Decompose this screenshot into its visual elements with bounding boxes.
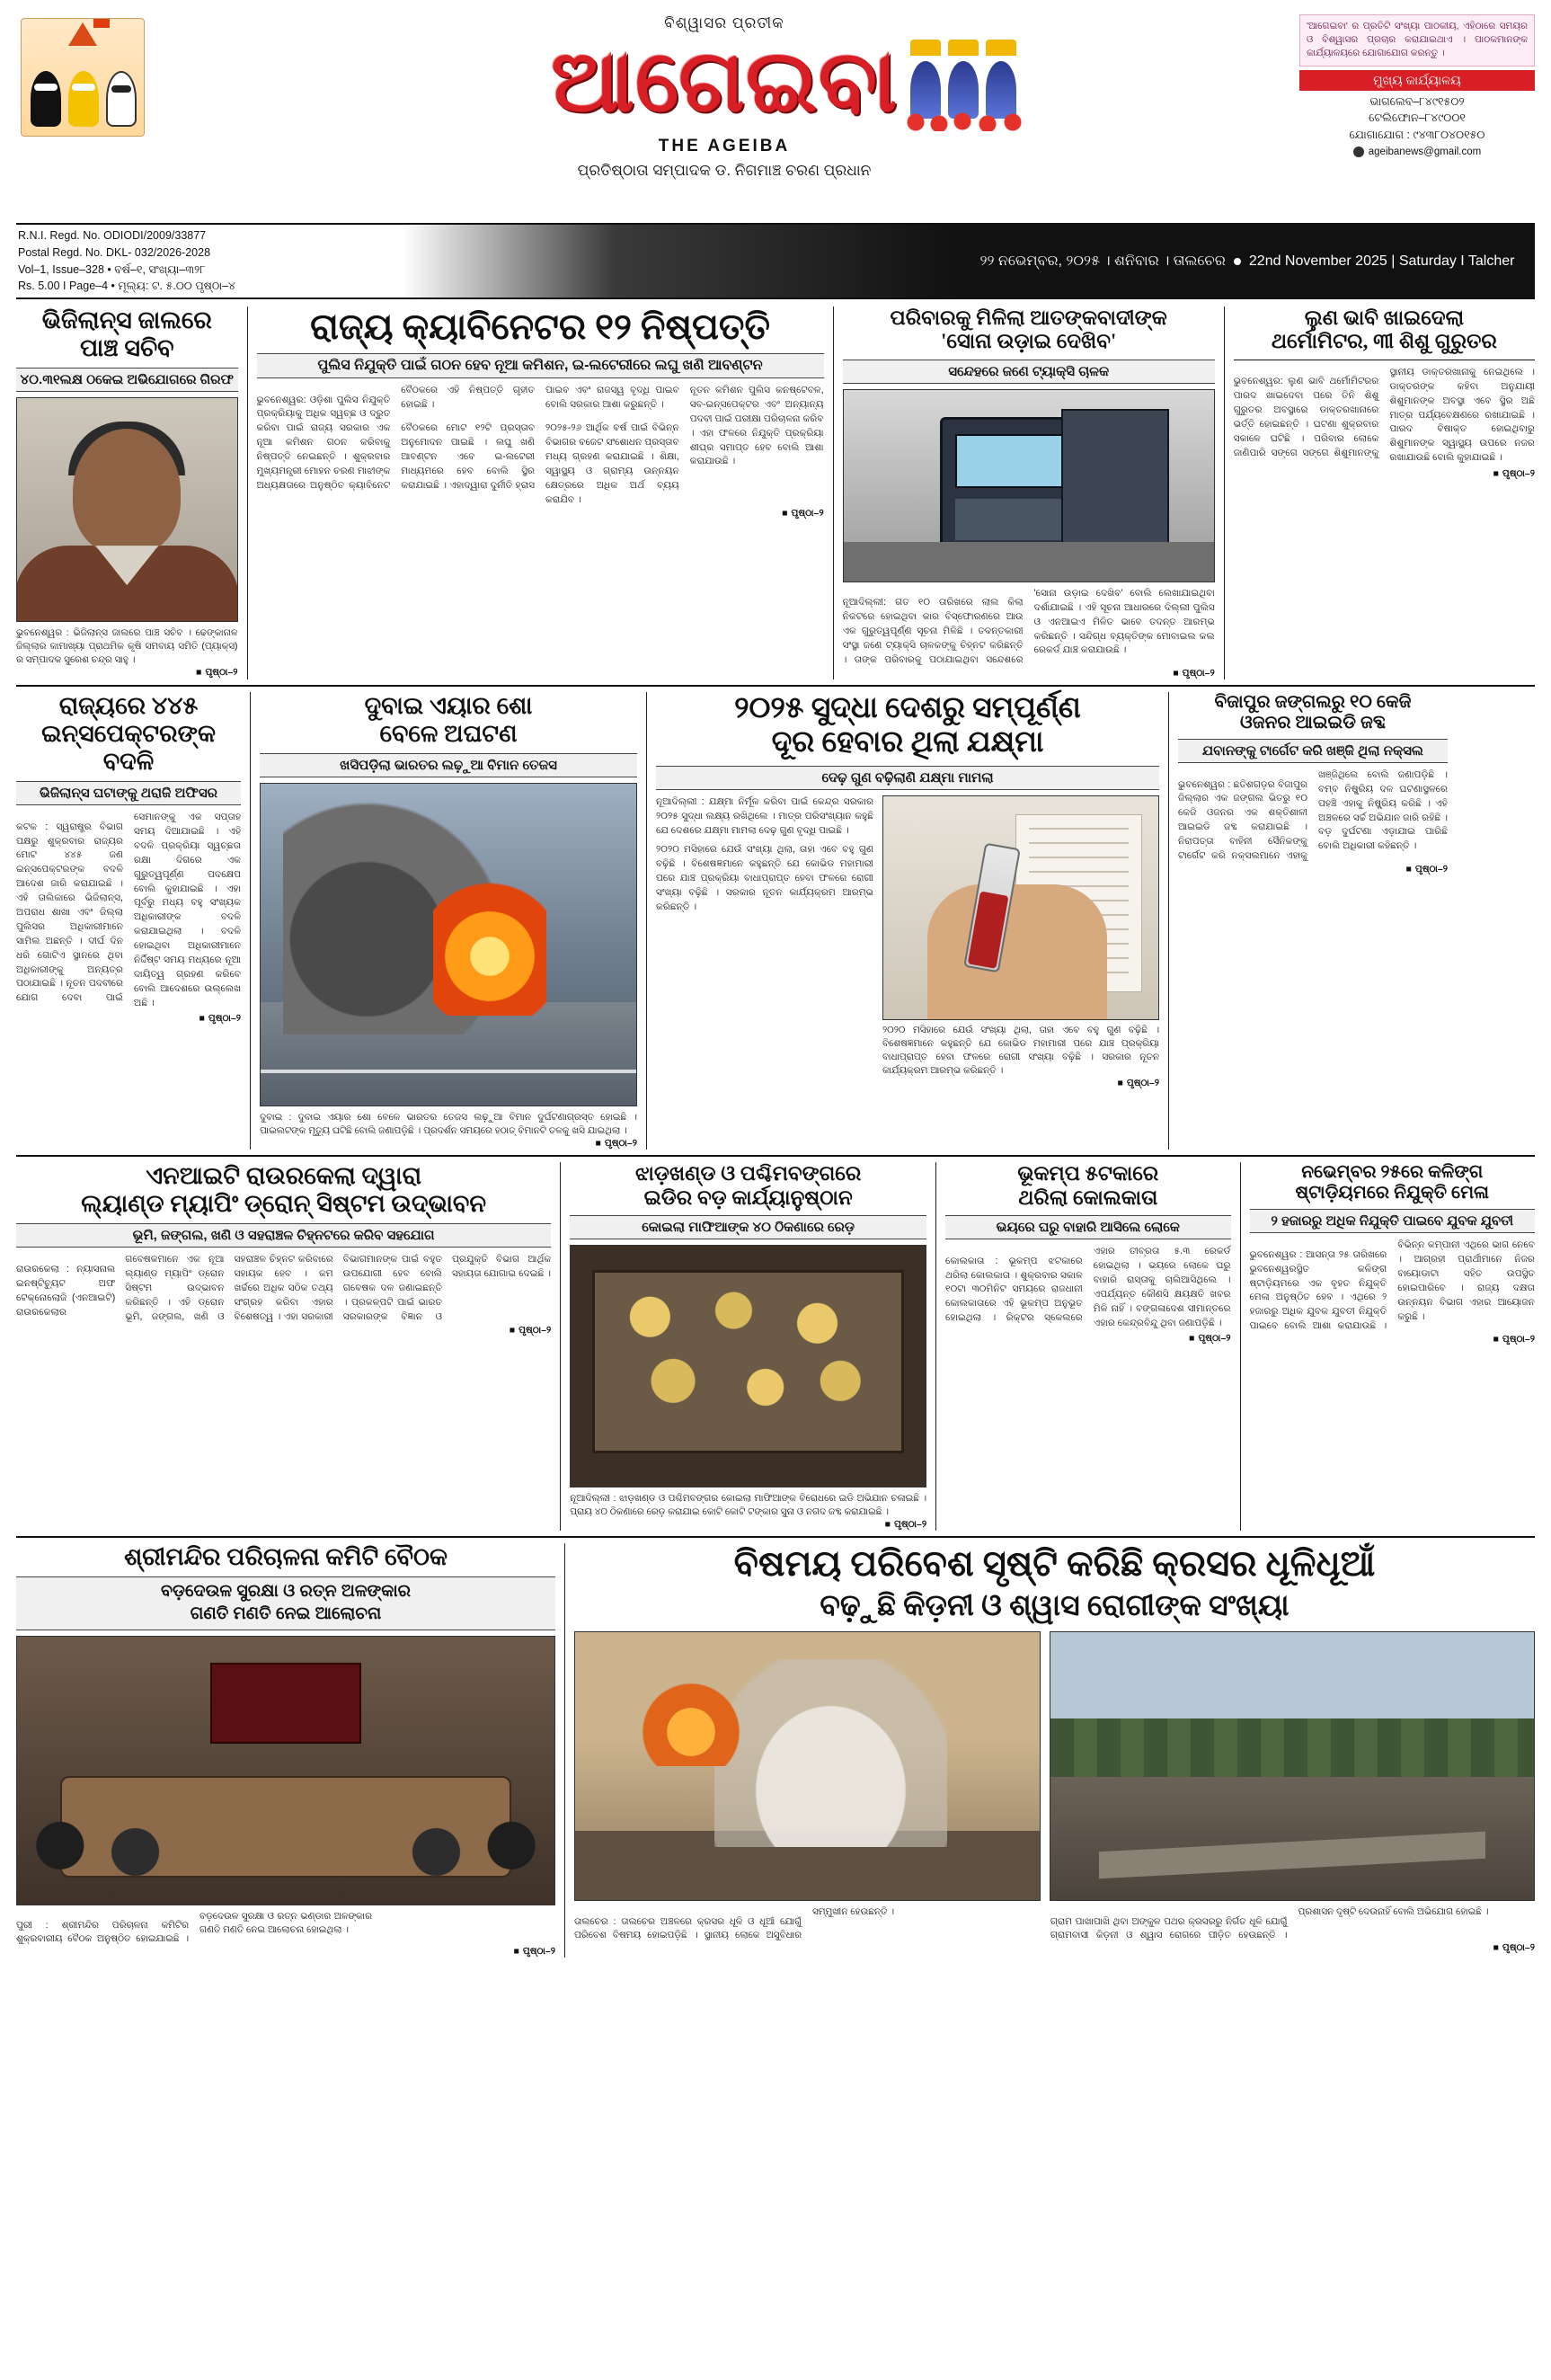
story-ed-headline-line1: ଝାଡ଼ଖଣ୍ଡ ଓ ପଶ୍ଚିମବଙ୍ଗରେ xyxy=(635,1162,862,1186)
story-ed-subhead: କୋଇଲା ମାଫିଆଙ୍କ ୪୦ ଠିକଣାରେ ରେଡ଼ xyxy=(570,1215,926,1239)
phone-3: ଯୋଗାଯୋଗ : ୯୪୩୮୦୪୦୧୫୦ xyxy=(1349,129,1485,142)
story-job-fair-body xyxy=(1250,1239,1535,1334)
story-airshow[interactable]: ଦୁବାଇ ଏୟାର ଶୋ ବେଳେ ଅଘଟଣ ଖସିପଡ଼ିଲା ଭାରତର ଲଢ଼ୁଆ ବିମାନ ତେଜସ ଦୁବାଇ : ଦୁବାଇ ଏୟାର ଶୋ ବେଳେ ଭାରତର ତେଜସ ଲଢ଼ୁଆ ବିମାନ ଦୁର୍ଘଟଣାଗ୍ରସ୍ତ ହୋଇଛି । ପାଇଲଟଙ୍କ ମୃତ୍ୟୁ ଘଟିଛି ବୋଲି ଜଣାପଡ଼ିଛି । ପ୍ରଦର୍ଶନ ସମୟରେ ହଠାତ୍ ବିମାନଟି ତଳକୁ ଖସି ଯାଇଥିଲା । ■ ପୃଷ୍ଠା–୨ xyxy=(260,691,637,1150)
story-job-fair-para: ଭୁବନେଶ୍ୱର : ଆସନ୍ତା ୨୫ ତାରିଖରେ ଭୁବନେଶ୍ୱରସ୍ଥିତ କଳିଙ୍ଗ ଷ୍ଟାଡ଼ିୟମରେ ଏକ ବୃହତ ନିଯୁକ୍ତି ମେଳା ଅନୁଷ୍ଠିତ ହେବ । ଏଥିରେ ୨ ହଜାରରୁ ଅଧିକ ଯୁବକ ଯୁବତୀ ନିଯୁକ୍ତି ପାଇବେ ବୋଲି ଆଶା କରାଯାଉଛି । ବିଭିନ୍ନ କମ୍ପାନୀ ଏଥିରେ ଭାଗ ନେବେ । ଆଗ୍ରହୀ ପ୍ରାର୍ଥୀମାନେ ନିଜର ବାୟୋଡାଟା ସହିତ ଉପସ୍ଥିତ ହୋଇପାରିବେ । ରାଜ୍ୟ ଦକ୍ଷତା ଉନ୍ନୟନ ବିଭାଗ ଏହାର ଆୟୋଜନ କରୁଛି । xyxy=(1249,1239,1535,1332)
story-ied-subhead: ଯବାନଙ୍କୁ ଟାର୍ଗେଟ କରି ଖଞ୍ଜି ଥିଲା ନକ୍ସଲ xyxy=(1178,739,1448,763)
story-tb-headline-line1: ୨୦୨୫ ସୁଦ୍ଧା ଦେଶରୁ ସମ୍ପୂର୍ଣ୍ଣ xyxy=(734,691,1081,724)
story-drone-headline-line1: ଏନଆଇଟି ରାଉରକେଲା ଦ୍ୱାରା xyxy=(146,1162,422,1190)
story-ed-caption: ନୂଆଦିଲ୍ଲୀ : ଝାଡ଼ଖଣ୍ଡ ଓ ପଶ୍ଚିମବଙ୍ଗର କୋଇଲା ମାଫିଆଙ୍କ ବିରୋଧରେ ଇଡି ଅଭିଯାନ ଚଳାଇଛି । ପ୍ରାୟ ୪୦ ଠିକଣାରେ ରେଡ଼ କରାଯାଇ କୋଟି କୋଟି ଟଙ୍କାର ସୁନା ଓ ନଗଦ ଜବ୍ଦ କରାଯାଇଛି । xyxy=(570,1494,927,1518)
story-drone-page[interactable]: ପୃଷ୍ଠା–୨ xyxy=(518,1324,552,1336)
masthead xyxy=(16,13,1535,219)
story-thermometer-body xyxy=(1234,366,1535,468)
story-temple-committee[interactable]: ଶ୍ରୀମନ୍ଦିର ପରିଚାଳନା କମିଟି ବୈଠକ ବଡ଼ଦେଉଳ ସୁରକ୍ଷା ଓ ରତ୍ନ ଅଳଙ୍କାର ଗଣତି ମଣତି ନେଇ ଆଲୋଚନା ପୁରୀ : ଶ୍ରୀମନ୍ଦିର ପରିଚାଳନା କମିଟିର ଶୁକ୍ରବାରୀୟ ବୈଠକ ଅନୁଷ୍ଠିତ ହୋଇଯାଇଛି । ବଡ଼ଦେଉଳ ସୁରକ୍ଷା ଓ ରତ୍ନ ଭଣ୍ଡାର ଅଳଙ୍କାର ଗଣତି ମଣତି ନେଇ ଆଲୋଚନା ହୋଇଥିଲା । ■ ପୃଷ୍ଠା–୨ xyxy=(16,1543,555,1958)
story-airshow-headline-line2: ବେଳେ ଅଘଟଣ xyxy=(379,719,518,747)
story-terror-para: ନୂଆଦିଲ୍ଲୀ: ଗତ ୧୦ ତାରିଖରେ ଲାଲ କିଲା ନିକଟରେ ହୋଇଥିବା କାର ବିସ୍ଫୋରଣରେ ଆଉ ଏକ ଗୁରୁତ୍ୱପୂର୍ଣ୍ଣ ସୂଚନା ମିଳିଛି । ତଦନ୍ତକାରୀ ସଂସ୍ଥା ଜଣେ ଟ୍ୟାକ୍ସି ଚାଳକଙ୍କୁ ଚିହ୍ନଟ କରିଛନ୍ତି । ତାଙ୍କ ପରିବାରକୁ ପଠାଯାଇଥିବା ସନ୍ଦେଶରେ 'ସୋନା ଉଡ଼ାଇ ଦେଖିବ' ବୋଲି ଲେଖାଯାଇଥିବା ଦର୍ଶାଯାଇଛି । ଏହି ସୂଚନା ଆଧାରରେ ଦିଲ୍ଲୀ ପୁଲିସ ଓ ଏନଆଇଏ ମିଳିତ ଭାବେ ତଦନ୍ତ ଆରମ୍ଭ କରିଛନ୍ତି । ସନ୍ଦିଗ୍ଧ ବ୍ୟକ୍ତିଙ୍କ ମୋବାଇଲ କଲ ରେକର୍ଡ ଯାଞ୍ଚ କରାଯାଉଛି । xyxy=(842,587,1215,666)
head-office-label: ମୁଖ୍ୟ କାର୍ଯ୍ୟାଳୟ xyxy=(1299,70,1535,91)
story-thermometer-headline-line2: ଥର୍ମୋମିଟର, ୩ୀ ଶିଶୁ ଗୁରୁତର xyxy=(1271,330,1497,353)
story-ed-page[interactable]: ପୃଷ୍ଠା–୨ xyxy=(893,1519,927,1531)
story-vigilance-headline-line2: ପାଞ୍ଚ ସଚିବ xyxy=(79,334,174,362)
jagannath-deities-icon xyxy=(21,18,145,137)
third-news-band xyxy=(16,1162,1535,1531)
volume-issue: Vol–1, Issue–328 • ବର୍ଷ–୧, ସଂଖ୍ୟା–୩୨୮ xyxy=(18,262,206,276)
story-terror-photo xyxy=(843,389,1215,582)
story-transfers-page[interactable]: ପୃଷ୍ଠା–୨ xyxy=(208,1013,241,1025)
story-job-fair-page[interactable]: ପୃଷ୍ଠା–୨ xyxy=(1502,1334,1535,1345)
story-cabinet-para-3: ୨୦୨୫-୨୬ ଆର୍ଥିକ ବର୍ଷ ପାଇଁ ବିଭିନ୍ନ ବିଭାଗର ବଜେଟ ସଂଶୋଧନ ପ୍ରସ୍ତାବ ମଧ୍ୟ ଗ୍ରହଣ କରାଯାଇଛି । ଶିକ୍ଷା, ସ୍ୱାସ୍ଥ୍ୟ ଓ ଗ୍ରାମ୍ୟ ଉନ୍ନୟନ କ୍ଷେତ୍ରରେ ଅଧିକ ଅର୍ଥ ବ୍ୟୟ କରାଯିବ । xyxy=(545,422,679,505)
story-tb-para-2: ୨୦୨୦ ମସିହାରେ ଯେଉଁ ସଂଖ୍ୟା ଥିଲା, ତାହା ଏବେ ବହୁ ଗୁଣ ବଢ଼ିଛି । ବିଶେଷଜ୍ଞମାନେ କହୁଛନ୍ତି ଯେ କୋଭିଡ ମହାମାରୀ ପରେ ଯାଞ୍ଚ ପ୍ରକ୍ରିୟା ବାଧାପ୍ରାପ୍ତ ହେବା ଫଳରେ ରୋଗୀ ସଂଖ୍ୟା ବଢ଼ିଛି । ସରକାର ନୂତନ କାର୍ଯ୍ୟକ୍ରମ ଆରମ୍ଭ କରିଛନ୍ତି । xyxy=(656,844,873,913)
story-cabinet-para-1: ଭୁବନେଶ୍ୱର: ଓଡ଼ିଶା ପୁଲିସ ନିଯୁକ୍ତି ପ୍ରକ୍ରିୟାକୁ ଅଧିକ ସ୍ୱଚ୍ଛ ଓ ଦ୍ରୁତ କରିବା ପାଇଁ ରାଜ୍ୟ ସରକାର ଏକ ନୂଆ କମିଶନ ଗଠନ କରିବାକୁ ନିଷ୍ପତ୍ତି ନେଇଛନ୍ତି । ଶୁକ୍ରବାର ମୁଖ୍ୟମନ୍ତ୍ରୀ ମୋହନ ଚରଣ ମାଝୀଙ୍କ ଅଧ୍ୟକ୍ଷତାରେ ଅନୁଷ୍ଠିତ କ୍ୟାବିନେଟ ବୈଠକରେ ଏହି ନିଷ୍ପତ୍ତି ଗୃହୀତ ହୋଇଛି । xyxy=(256,385,536,491)
story-temple-caption xyxy=(16,1910,555,1947)
newspaper-title: ଆଗେଇବା xyxy=(551,33,898,129)
story-vigilance-subhead: ୪୦.୩୧ଲକ୍ଷ ଠକେଇ ଅଭିଯୋଗରେ ଗିରଫ xyxy=(16,368,238,392)
story-thermometer-headline-line1: ଲୁଣ ଭାବି ଖାଇଦେଲା xyxy=(1304,306,1464,329)
story-transfers-body xyxy=(16,811,241,1013)
story-airshow-headline-line1: ଦୁବାଇ ଏୟାର ଶୋ xyxy=(364,691,533,719)
story-tb-caption: ୨୦୨୦ ମସିହାରେ ଯେଉଁ ସଂଖ୍ୟା ଥିଲା, ତାହା ଏବେ ବହୁ ଗୁଣ ବଢ଼ିଛି । ବିଶେଷଜ୍ଞମାନେ କହୁଛନ୍ତି ଯେ କୋଭିଡ ମହାମାରୀ ପରେ ଯାଞ୍ଚ ପ୍ରକ୍ରିୟା ବାଧାପ୍ରାପ୍ତ ହେବା ଫଳରେ ରୋଗୀ ସଂଖ୍ୟା ବଢ଼ିଛି । ସରକାର ନୂତନ କାର୍ଯ୍ୟକ୍ରମ ଆରମ୍ଭ କରିଛନ୍ତି । xyxy=(882,1025,1159,1077)
story-drone-body xyxy=(16,1253,551,1324)
story-crusher-headline: ବିଷମୟ ପରିବେଶ ସୃଷ୍ଟି କରିଛି କ୍ରସର ଧୂଳିଧୂଆଁ xyxy=(733,1543,1376,1585)
story-temple-page[interactable]: ପୃଷ୍ଠା–୨ xyxy=(522,1946,555,1958)
story-tb-headline-line2: ଦୂର ହେବାର ଥିଲା ଯକ୍ଷ୍ମା xyxy=(771,725,1044,759)
story-vigilance-photo xyxy=(16,397,238,622)
story-earthquake-page[interactable]: ପୃଷ୍ଠା–୨ xyxy=(1198,1333,1231,1345)
story-ed-raid[interactable]: ଝାଡ଼ଖଣ୍ଡ ଓ ପଶ୍ଚିମବଙ୍ଗରେ ଇଡିର ବଡ଼ କାର୍ଯ୍ୟାନୁଷ୍ଠାନ କୋଇଲା ମାଫିଆଙ୍କ ୪୦ ଠିକଣାରେ ରେଡ଼ ନୂଆଦିଲ୍ଲୀ : ଝାଡ଼ଖଣ୍ଡ ଓ ପଶ୍ଚିମବଙ୍ଗର କୋଇଲା ମାଫିଆଙ୍କ ବିରୋଧରେ ଇଡି ଅଭିଯାନ ଚଳାଇଛି । ପ୍ରାୟ ୪୦ ଠିକଣାରେ ରେଡ଼ କରାଯାଇ କୋଟି କୋଟି ଟଙ୍କାର ସୁନା ଓ ନଗଦ ଜବ୍ଦ କରାଯାଇଛି । ■ ପୃଷ୍ଠା–୨ xyxy=(570,1162,927,1531)
story-earthquake-subhead: ଭୟରେ ଘରୁ ବାହାରି ଆସିଲେ ଲୋକେ xyxy=(945,1215,1230,1239)
story-ied[interactable]: ବିଜାପୁର ଜଙ୍ଗଲରୁ ୧୦ କେଜି ଓଜନର ଆଇଇଡି ଜବ୍ଦ ଯବାନଙ୍କୁ ଟାର୍ଗେଟ କରି ଖଞ୍ଜି ଥିଲା ନକ୍ସଲ ଭୁବନେଶ୍ୱର : ଛତିଶଗଡ଼ର ବିଜାପୁର ଜିଲ୍ଲାର ଏକ ଜଙ୍ଗଲ ଭିତରୁ ୧୦ କେଜି ଓଜନର ଏକ ଶକ୍ତିଶାଳୀ ଆଇଇଡି ଜବ୍ଦ କରାଯାଇଛି । ନିରାପତ୍ତା ବାହିନୀ ସୈନିକଙ୍କୁ ଟାର୍ଗେଟ କରି ନକ୍ସଲମାନେ ଏହାକୁ ଖଞ୍ଜିଥିଲେ ବୋଲି ଜଣାପଡ଼ିଛି । ବମ୍ବ ନିଷ୍କ୍ରିୟ ଦଳ ଘଟଣାସ୍ଥଳରେ ପହଞ୍ଚି ଏହାକୁ ନିଷ୍କ୍ରିୟ କରିଛି । ଏହି ଅଞ୍ଚଳରେ ସର୍ଚ୍ଚ ଅଭିଯାନ ଜାରି ରହିଛି । ବଡ଼ ଦୁର୍ଘଟଣା ଏଡ଼ାଯାଇ ପାରିଛି ବୋଲି ଅଧିକାରୀ କହିଛନ୍ତି । ■ ପୃଷ୍ଠା–୨ xyxy=(1178,691,1448,875)
story-cabinet-headline: ରାଜ୍ୟ କ୍ୟାବିନେଟର ୧୨ ନିଷ୍ପତ୍ତି xyxy=(310,306,770,347)
story-thermometer-page[interactable]: ପୃଷ୍ଠା–୨ xyxy=(1502,467,1535,479)
story-vigilance-headline-line1: ଭିଜିଲାନ୍ସ ଜାଲରେ xyxy=(41,306,212,333)
story-ied-page[interactable]: ପୃଷ୍ଠା–୨ xyxy=(1414,863,1448,875)
story-earthquake-body xyxy=(945,1245,1230,1333)
story-transfers-headline-line2: ଇନ୍ସପେକ୍ଟରଙ୍କ ବଦଳି xyxy=(41,719,216,776)
story-airshow-caption: ଦୁବାଇ : ଦୁବାଇ ଏୟାର ଶୋ ବେଳେ ଭାରତର ତେଜସ ଲଢ଼ୁଆ ବିମାନ ଦୁର୍ଘଟଣାଗ୍ରସ୍ତ ହୋଇଛି । ପାଇଲଟଙ୍କ ମୃତ୍ୟୁ ଘଟିଛି ବୋଲି ଜଣାପଡ଼ିଛି । ପ୍ରଦର୍ଶନ ସମୟରେ ହଠାତ୍ ବିମାନଟି ତଳକୁ ଖସି ଯାଇଥିଲା । xyxy=(260,1113,637,1137)
story-crusher-dust[interactable]: ବିଷମୟ ପରିବେଶ ସୃଷ୍ଟି କରିଛି କ୍ରସର ଧୂଳିଧୂଆଁ ବଢ଼ୁଛି କିଡ଼ନୀ ଓ ଶ୍ୱାସ ରୋଗୀଙ୍କ ସଂଖ୍ୟା ତାଲଚେର : ତାଲଚେର ଅଞ୍ଚଳରେ କ୍ରସର ଧୂଳି ଓ ଧୂଆଁ ଯୋଗୁଁ ପରିବେଶ ବିଷମୟ ହୋଇପଡ଼ିଛି । ସ୍ଥାନୀୟ ଲୋକେ ଅସୁବିଧାର ସମ୍ମୁଖୀନ ହେଉଛନ୍ତି । ଗ୍ରାମ ପାଖାପାଖି ଥିବା ଅଙ୍କୁଳ ପଥର କ୍ରସରରୁ ନିର୍ଗତ ଧୂଳି ଯୋଗୁଁ ଗ୍ରାମବାସୀ କିଡ଼ନୀ ଓ ଶ୍ୱାସ ରୋଗରେ ପୀଡ଼ିତ ହେଉଛନ୍ତି । ପ୍ରଶାସନ ଦୃଷ୍ଟି ଦେଉନାହିଁ ବୋଲି ଅଭିଯୋଗ ହୋଇଛି । ■ ପୃଷ୍ଠା–୨ xyxy=(574,1543,1535,1953)
bottom-news-band xyxy=(16,1543,1535,1958)
story-drone-headline-line2: ଲ୍ୟାଣ୍ଡ ମ୍ୟାପିଂ ଡ୍ରୋନ୍ ସିଷ୍ଟମ ଉଦ୍ଭାବନ xyxy=(81,1190,486,1218)
story-airshow-page[interactable]: ପୃଷ୍ଠା–୨ xyxy=(604,1138,637,1150)
story-temple-caption-para: ପୁରୀ : ଶ୍ରୀମନ୍ଦିର ପରିଚାଳନା କମିଟିର ଶୁକ୍ରବାରୀୟ ବୈଠକ ଅନୁଷ୍ଠିତ ହୋଇଯାଇଛି । ବଡ଼ଦେଉଳ ସୁରକ୍ଷା ଓ ରତ୍ନ ଭଣ୍ଡାର ଅଳଙ୍କାର ଗଣତି ମଣତି ନେଇ ଆଲୋଚନା ହୋଇଥିଲା । xyxy=(16,1911,372,1945)
story-tb-page[interactable]: ପୃଷ୍ଠା–୨ xyxy=(1126,1078,1159,1089)
promo-text: 'ଆଗେଇବା' ର ପ୍ରତିଟି ସଂଖ୍ୟା ପାଠକୀୟ, ଏହିଠାରେ ସମୟର ଓ ବିଶ୍ୱାସର ପ୍ରଚାର କରାଯାଇଥାଏ । ପାଠକମାନଙ୍କ କାର୍ଯ୍ୟାଳୟରେ ଯୋଗାଯୋଗ କରନ୍ତୁ । xyxy=(1299,14,1535,67)
story-cabinet-subhead: ପୁଲିସ ନିଯୁକ୍ତି ପାଇଁ ଗଠନ ହେବ ନୂଆ କମିଶନ, ଇ-ଲଟେରୀରେ ଲଘୁ ଖଣି ଆବଣ୍ଟନ xyxy=(257,353,824,378)
story-terror-subhead: ସନ୍ଦେହରେ ଜଣେ ଟ୍ୟାକ୍ସି ଚାଳକ xyxy=(843,360,1215,384)
story-drone-para: ରାଉରକେଲା : ନ୍ୟାସନାଲ ଇନଷ୍ଟିଚ୍ୟୁଟ ଅଫ ଟେକ୍ନୋଲୋଜି (ଏନଆଇଟି) ରାଉରକେଲାର ଗବେଷକମାନେ ଏକ ନୂଆ ଲ୍ୟାଣ୍ଡ ମ୍ୟାପିଂ ଡ୍ରୋନ ସିଷ୍ଟମ ଉଦ୍ଭାବନ କରିଛନ୍ତି । ଏହି ଡ୍ରୋନ ଭୂମି, ଜଙ୍ଗଲ, ଖଣି ଓ ସହରାଞ୍ଚଳ ଚିହ୍ନଟ କରିବାରେ ସହାୟକ ହେବ । କମ ଖର୍ଚ୍ଚରେ ଅଧିକ ସଠିକ ତଥ୍ୟ ସଂଗ୍ରହ କରିବା ଏହାର ବିଶେଷତ୍ୱ । ଏହା ସରକାରୀ ବିଭାଗମାନଙ୍କ ପାଇଁ ବହୁତ ଉପଯୋଗୀ ହେବ ବୋଲି ଗବେଷକ ଦଳ ଜଣାଇଛନ୍ତି । ପ୍ରକଳ୍ପଟି ପାଇଁ ଭାରତ ସରକାରଙ୍କ ବିଜ୍ଞାନ ଓ ପ୍ରଯୁକ୍ତି ବିଭାଗ ଆର୍ଥିକ ସହାୟତା ଯୋଗାଇ ଦେଇଛି । xyxy=(16,1254,552,1322)
story-airshow-photo xyxy=(260,783,637,1106)
price-pages: Rs. 5.00 I Page–4 • ମୂଲ୍ୟ: ଟ. ୫.୦୦ ପୃଷ୍ଠା–୪ xyxy=(18,280,236,293)
story-ied-headline-line1: ବିଜାପୁର ଜଙ୍ଗଲରୁ ୧୦ କେଜି xyxy=(1214,691,1412,712)
story-earthquake-para: କୋଲକାତା : ଭୂକମ୍ପ ଝଟକାରେ ଥରିଲା କୋଲକାତା । ଶୁକ୍ରବାର ସକାଳ ୧୦ଟା ୩୦ମିନିଟ ସମୟରେ ରାଜଧାନୀ କୋଲକାତାରେ ଏହି ଭୂକମ୍ପ ଅନୁଭୂତ ହୋଇଥିଲା । ରିକ୍ଟର ସ୍କେଲରେ ଏହାର ତୀବ୍ରତା ୫.୩ ରେକର୍ଡ ହୋଇଥିଲା । ଭୟରେ ଲୋକେ ଘରୁ ବାହାରି ରାସ୍ତାକୁ ଚାଲିଆସିଥିଲେ । ଏପର୍ଯ୍ୟନ୍ତ କୌଣସି କ୍ଷୟକ୍ଷତି ଖବର ମିଳି ନାହିଁ । ବଙ୍ଗଳାଦେଶ ସୀମାନ୍ତରେ ଏହାର କେନ୍ଦ୍ରବିନ୍ଦୁ ଥିବା ଜଣାପଡ଼ିଛି । xyxy=(945,1246,1231,1328)
story-cabinet-page[interactable]: ପୃଷ୍ଠା–୨ xyxy=(791,507,824,519)
rni-number: R.N.I. Regd. No. ODIODI/2009/33877 xyxy=(18,229,207,242)
story-crusher-photo-right xyxy=(1050,1631,1535,1901)
story-tb-subhead: ଦେଢ଼ ଗୁଣ ବଢ଼ିଲାଣି ଯକ୍ଷ୍ମା ମାମଲା xyxy=(656,766,1159,790)
story-terror-page[interactable]: ପୃଷ୍ଠା–୨ xyxy=(1182,667,1215,679)
story-vigilance-page[interactable]: ପୃଷ୍ଠା–୨ xyxy=(205,667,238,679)
story-terror-body xyxy=(843,587,1215,668)
bullet-icon xyxy=(1234,258,1241,265)
phone-2: ଟେଲିଫୋନ–୮୪୯୦୦୧ xyxy=(1369,111,1466,125)
story-earthquake[interactable]: ଭୂକମ୍ପ ୫ଟକାରେ ଥରିଲା କୋଲକାତା ଭୟରେ ଘରୁ ବାହାରି ଆସିଲେ ଲୋକେ କୋଲକାତା : ଭୂକମ୍ପ ଝଟକାରେ ଥରିଲା କୋଲକାତା । ଶୁକ୍ରବାର ସକାଳ ୧୦ଟା ୩୦ମିନିଟ ସମୟରେ ରାଜଧାନୀ କୋଲକାତାରେ ଏହି ଭୂକମ୍ପ ଅନୁଭୂତ ହୋଇଥିଲା । ରିକ୍ଟର ସ୍କେଲରେ ଏହାର ତୀବ୍ରତା ୫.୩ ରେକର୍ଡ ହୋଇଥିଲା । ଭୟରେ ଲୋକେ ଘରୁ ବାହାରି ରାସ୍ତାକୁ ଚାଲିଆସିଥିଲେ । ଏପର୍ଯ୍ୟନ୍ତ କୌଣସି କ୍ଷୟକ୍ଷତି ଖବର ମିଳି ନାହିଁ । ବଙ୍ଗଳାଦେଶ ସୀମାନ୍ତରେ ଏହାର କେନ୍ଦ୍ରବିନ୍ଦୁ ଥିବା ଜଣାପଡ଼ିଛି । ■ ପୃଷ୍ଠା–୨ xyxy=(945,1162,1231,1345)
story-ied-para: ଭୁବନେଶ୍ୱର : ଛତିଶଗଡ଼ର ବିଜାପୁର ଜିଲ୍ଲାର ଏକ ଜଙ୍ଗଲ ଭିତରୁ ୧୦ କେଜି ଓଜନର ଏକ ଶକ୍ତିଶାଳୀ ଆଇଇଡି ଜବ୍ଦ କରାଯାଇଛି । ନିରାପତ୍ତା ବାହିନୀ ସୈନିକଙ୍କୁ ଟାର୍ଗେଟ କରି ନକ୍ସଲମାନେ ଏହାକୁ ଖଞ୍ଜିଥିଲେ ବୋଲି ଜଣାପଡ଼ିଛି । ବମ୍ବ ନିଷ୍କ୍ରିୟ ଦଳ ଘଟଣାସ୍ଥଳରେ ପହଞ୍ଚି ଏହାକୁ ନିଷ୍କ୍ରିୟ କରିଛି । ଏହି ଅଞ୍ଚଳରେ ସର୍ଚ୍ଚ ଅଭିଯାନ ଜାରି ରହିଛି । ବଡ଼ ଦୁର୍ଘଟଣା ଏଡ଼ାଯାଇ ପାରିଛି ବୋଲି ଅଧିକାରୀ କହିଛନ୍ତି । xyxy=(1178,768,1448,861)
story-transfers-para: କଟକ : ସ୍ୱରାଷ୍ଟ୍ର ବିଭାଗ ପକ୍ଷରୁ ଶୁକ୍ରବାର ରାଜ୍ୟର ମୋଟ ୪୪୫ ଜଣ ଇନ୍ସପେକ୍ଟରଙ୍କ ବଦଳି ଆଦେଶ ଜାରି କରାଯାଇଛି । ଏହି ତାଲିକାରେ ଭିଜିଲାନ୍ସ, ଅପରାଧ ଶାଖା ଏବଂ ଜିଲ୍ଲା ପୁଲିସର ଅଧିକାରୀମାନେ ସାମିଲ ଅଛନ୍ତି । ଦୀର୍ଘ ଦିନ ଧରି ଗୋଟିଏ ସ୍ଥାନରେ ଥିବା ଅଧିକାରୀଙ୍କୁ ଅନ୍ୟତ୍ର ପଠାଯାଇଛି । ନୂତନ ପଦବୀରେ ଯୋଗ ଦେବା ପାଇଁ ସେମାନଙ୍କୁ ଏକ ସପ୍ତାହ ସମୟ ଦିଆଯାଇଛି । ଏହି ବଦଳି ପ୍ରକ୍ରିୟା ସ୍ୱଚ୍ଛତା ରକ୍ଷା ଦିଗରେ ଏକ ଗୁରୁତ୍ୱପୂର୍ଣ୍ଣ ପଦକ୍ଷେପ ବୋଲି କୁହାଯାଇଛି । ଏହା ପୂର୍ବରୁ ମଧ୍ୟ ବହୁ ସଂଖ୍ୟକ ଅଧିକାରୀଙ୍କ ବଦଳି କରାଯାଇଥିଲା । ବଦଳି ହୋଇଥିବା ଅଧିକାରୀମାନେ ନିର୍ଦ୍ଦିଷ୍ଟ ସମୟ ମଧ୍ୟରେ ନୂଆ ଦାୟିତ୍ୱ ଗ୍ରହଣ କରିବେ ବୋଲି ଆଦେଶରେ ଉଲ୍ଲେଖ ଅଛି । xyxy=(16,812,241,1008)
newspaper-title-english: THE AGEIBA xyxy=(658,137,791,155)
email-address[interactable]: ageibanews@gmail.com xyxy=(1368,146,1482,157)
top-news-band xyxy=(16,306,1535,679)
story-job-fair-headline-line1: ନଭେମ୍ବର ୨୫ରେ କଳିଙ୍ଗ xyxy=(1301,1162,1484,1183)
story-transfers-subhead: ଭିଜିଲାନ୍ସ ଘଟାଙ୍କୁ ଥରାଜି ଅଫିସର xyxy=(16,781,241,805)
masthead-left-art xyxy=(16,13,149,137)
story-drone-subhead: ଭୂମି, ଜଙ୍ଗଲ, ଖଣି ଓ ସହରାଞ୍ଚଳ ଚିହ୍ନଟରେ କରିବ ସହଯୋଗ xyxy=(16,1223,551,1248)
story-cabinet-para-2: ବୈଠକରେ ମୋଟ ୧୨ଟି ପ୍ରସ୍ତାବ ଅନୁମୋଦନ ପାଇଛି । ଲଘୁ ଖଣି ଆବଣ୍ଟନ ଏବେ ଇ-ଲଟେରୀ ମାଧ୍ୟମରେ ହେବ ବୋଲି ସ୍ଥିର କରାଯାଇଛି । ଏହାଦ୍ୱାରା ଦୁର୍ନୀତି ହ୍ରାସ ପାଇବ ଏବଂ ରାଜସ୍ୱ ବୃଦ୍ଧି ପାଇବ ବୋଲି ସରକାର ଆଶା କରୁଛନ୍ତି । xyxy=(401,385,679,491)
strip-gradient xyxy=(403,225,960,298)
story-crusher-caption-2: ଗ୍ରାମ ପାଖାପାଖି ଥିବା ଅଙ୍କୁଳ ପଥର କ୍ରସରରୁ ନିର୍ଗତ ଧୂଳି ଯୋଗୁଁ ଗ୍ରାମବାସୀ କିଡ଼ନୀ ଓ ଶ୍ୱାସ ରୋଗରେ ପୀଡ଼ିତ ହେଉଛନ୍ତି । ପ୍ରଶାସନ ଦୃଷ୍ଟି ଦେଉନାହିଁ ବୋଲି ଅଭିଯୋଗ ହୋଇଛି । xyxy=(1050,1907,1489,1940)
date-english: 22nd November 2025 | Saturday I Talcher xyxy=(1248,253,1515,269)
second-news-band xyxy=(16,692,1535,1150)
postal-regd: Postal Regd. No. DKL- 032/2026-2028 xyxy=(18,245,211,259)
phone-1: ଭାଗଲେବ–୮୪୯୧୫୦୨ xyxy=(1369,94,1465,108)
story-transfers-headline-line1: ରାଜ୍ୟରେ ୪୪୫ xyxy=(58,691,199,719)
story-drone[interactable]: ଏନଆଇଟି ରାଉରକେଲା ଦ୍ୱାରା ଲ୍ୟାଣ୍ଡ ମ୍ୟାପିଂ ଡ୍ରୋନ୍ ସିଷ୍ଟମ ଉଦ୍ଭାବନ ଭୂମି, ଜଙ୍ଗଲ, ଖଣି ଓ ସହରାଞ୍ଚଳ ଚିହ୍ନଟରେ କରିବ ସହଯୋଗ ରାଉରକେଲା : ନ୍ୟାସନାଲ ଇନଷ୍ଟିଚ୍ୟୁଟ ଅଫ ଟେକ୍ନୋଲୋଜି (ଏନଆଇଟି) ରାଉରକେଲାର ଗବେଷକମାନେ ଏକ ନୂଆ ଲ୍ୟାଣ୍ଡ ମ୍ୟାପିଂ ଡ୍ରୋନ ସିଷ୍ଟମ ଉଦ୍ଭାବନ କରିଛନ୍ତି । ଏହି ଡ୍ରୋନ ଭୂମି, ଜଙ୍ଗଲ, ଖଣି ଓ ସହରାଞ୍ଚଳ ଚିହ୍ନଟ କରିବାରେ ସହାୟକ ହେବ । କମ ଖର୍ଚ୍ଚରେ ଅଧିକ ସଠିକ ତଥ୍ୟ ସଂଗ୍ରହ କରିବା ଏହାର ବିଶେଷତ୍ୱ । ଏହା ସରକାରୀ ବିଭାଗମାନଙ୍କ ପାଇଁ ବହୁତ ଉପଯୋଗୀ ହେବ ବୋଲି ଗବେଷକ ଦଳ ଜଣାଇଛନ୍ତି । ପ୍ରକଳ୍ପଟି ପାଇଁ ଭାରତ ସରକାରଙ୍କ ବିଜ୍ଞାନ ଓ ପ୍ରଯୁକ୍ତି ବିଭାଗ ଆର୍ଥିକ ସହାୟତା ଯୋଗାଇ ଦେଇଛି । ■ ପୃଷ୍ଠା–୨ xyxy=(16,1162,552,1336)
right-decor-deities-icon xyxy=(905,32,1040,131)
story-tb-photo xyxy=(882,795,1159,1020)
story-temple-subhead-line1: ବଡ଼ଦେଉଳ ସୁରକ୍ଷା ଓ ରତ୍ନ ଅଳଙ୍କାର xyxy=(160,1582,412,1602)
story-temple-headline: ଶ୍ରୀମନ୍ଦିର ପରିଚାଳନା କମିଟି ବୈଠକ xyxy=(124,1543,448,1571)
masthead-top-script: ବିଶ୍ୱାସର ପ୍ରତୀକ xyxy=(664,14,784,31)
info-strip xyxy=(16,223,1535,299)
story-job-fair[interactable]: ନଭେମ୍ବର ୨୫ରେ କଳିଙ୍ଗ ଷ୍ଟାଡ଼ିୟମରେ ନିଯୁକ୍ତି ମେଳା ୨ ହଜାରରୁ ଅଧିକ ନିଯୁକ୍ତି ପାଇବେ ଯୁବକ ଯୁବତୀ ଭୁବନେଶ୍ୱର : ଆସନ୍ତା ୨୫ ତାରିଖରେ ଭୁବନେଶ୍ୱରସ୍ଥିତ କଳିଙ୍ଗ ଷ୍ଟାଡ଼ିୟମରେ ଏକ ବୃହତ ନିଯୁକ୍ତି ମେଳା ଅନୁଷ୍ଠିତ ହେବ । ଏଥିରେ ୨ ହଜାରରୁ ଅଧିକ ଯୁବକ ଯୁବତୀ ନିଯୁକ୍ତି ପାଇବେ ବୋଲି ଆଶା କରାଯାଉଛି । ବିଭିନ୍ନ କମ୍ପାନୀ ଏଥିରେ ଭାଗ ନେବେ । ଆଗ୍ରହୀ ପ୍ରାର୍ଥୀମାନେ ନିଜର ବାୟୋଡାଟା ସହିତ ଉପସ୍ଥିତ ହୋଇପାରିବେ । ରାଜ୍ୟ ଦକ୍ଷତା ଉନ୍ନୟନ ବିଭାଗ ଏହାର ଆୟୋଜନ କରୁଛି । ■ ପୃଷ୍ଠା–୨ xyxy=(1249,1162,1535,1345)
story-airshow-subhead: ଖସିପଡ଼ିଲା ଭାରତର ଲଢ଼ୁଆ ବିମାନ ତେଜସ xyxy=(260,753,637,777)
story-earthquake-headline-line2: ଥରିଲା କୋଲକାତା xyxy=(1018,1186,1158,1209)
story-ed-photo xyxy=(570,1245,926,1488)
story-earthquake-headline-line1: ଭୂକମ୍ପ ୫ଟକାରେ xyxy=(1017,1162,1159,1186)
story-terror-headline-line1: ପରିବାରକୁ ମିଳିଲା ଆତଙ୍କବାଦୀଙ୍କ xyxy=(890,306,1167,329)
founder-editor-line: ପ୍ରତିଷ୍ଠାତା ସମ୍ପାଦକ ଡ. ନିଗମାଞ୍ଚ ଚରଣ ପ୍ରଧାନ xyxy=(577,162,872,179)
story-job-fair-headline-line2: ଷ୍ଟାଡ଼ିୟମରେ ନିଯୁକ୍ତି ମେଳା xyxy=(1295,1183,1490,1203)
masthead-right-box xyxy=(1299,13,1535,157)
story-crusher-page[interactable]: ପୃଷ୍ଠା–୨ xyxy=(1502,1941,1535,1953)
story-temple-subhead-line2: ଗଣତି ମଣତି ନେଇ ଆଲୋଚନା xyxy=(190,1603,382,1623)
story-ed-headline-line2: ଇଡିର ବଡ଼ କାର୍ଯ୍ୟାନୁଷ୍ଠାନ xyxy=(643,1186,853,1209)
story-cabinet-body xyxy=(257,384,824,508)
story-crusher-photo-left xyxy=(574,1631,1041,1901)
story-tb[interactable]: ୨୦୨୫ ସୁଦ୍ଧା ଦେଶରୁ ସମ୍ପୂର୍ଣ୍ଣ ଦୂର ହେବାର ଥିଲା ଯକ୍ଷ୍ମା ଦେଢ଼ ଗୁଣ ବଢ଼ିଲାଣି ଯକ୍ଷ୍ମା ମାମଲା ନୂଆଦିଲ୍ଲୀ : ଯକ୍ଷ୍ମା ନିର୍ମୂଳ କରିବା ପାଇଁ କେନ୍ଦ୍ର ସରକାର ୨୦୨୫ ସୁଦ୍ଧା ଲକ୍ଷ୍ୟ ରଖିଥିଲେ । ମାତ୍ର ପରିସଂଖ୍ୟାନ କହୁଛି ଯେ ଦେଶରେ ଯକ୍ଷ୍ମା ମାମଲା ଦେଢ଼ ଗୁଣ ବୃଦ୍ଧି ପାଇଛି । ୨୦୨୦ ମସିହାରେ ଯେଉଁ ସଂଖ୍ୟା ଥିଲା, ତାହା ଏବେ ବହୁ ଗୁଣ ବଢ଼ିଛି । ବିଶେଷଜ୍ଞମାନେ କହୁଛନ୍ତି ଯେ କୋଭିଡ ମହାମାରୀ ପରେ ଯାଞ୍ଚ ପ୍ରକ୍ରିୟା ବାଧାପ୍ରାପ୍ତ ହେବା ଫଳରେ ରୋଗୀ ସଂଖ୍ୟା ବଢ଼ିଛି । ସରକାର ନୂତନ କାର୍ଯ୍ୟକ୍ରମ ଆରମ୍ଭ କରିଛନ୍ତି । ୨୦୨୦ ମସିହାରେ ଯେଉଁ ସଂଖ୍ୟା ଥିଲା, ତାହା ଏବେ ବହୁ ଗୁଣ ବଢ଼ିଛି । ବିଶେଷଜ୍ଞମାନେ କହୁଛନ୍ତି ଯେ କୋଭିଡ ମହାମାରୀ ପରେ ଯାଞ୍ଚ ପ୍ରକ୍ରିୟା ବାଧାପ୍ରାପ୍ତ ହେବା ଫଳରେ ରୋଗୀ ସଂଖ୍ୟା ବଢ଼ିଛି । ସରକାର ନୂତନ କାର୍ଯ୍ୟକ୍ରମ ଆରମ୍ଭ କରିଛନ୍ତି । ■ ପୃଷ୍ଠା–୨ xyxy=(656,691,1159,1089)
story-ied-body xyxy=(1178,768,1448,864)
story-cabinet[interactable]: ରାଜ୍ୟ କ୍ୟାବିନେଟର ୧୨ ନିଷ୍ପତ୍ତି ପୁଲିସ ନିଯୁକ୍ତି ପାଇଁ ଗଠନ ହେବ ନୂଆ କମିଶନ, ଇ-ଲଟେରୀରେ ଲଘୁ ଖଣି ଆବଣ୍ଟନ ଭୁବନେଶ୍ୱର: ଓଡ଼ିଶା ପୁଲିସ ନିଯୁକ୍ତି ପ୍ରକ୍ରିୟାକୁ ଅଧିକ ସ୍ୱଚ୍ଛ ଓ ଦ୍ରୁତ କରିବା ପାଇଁ ରାଜ୍ୟ ସରକାର ଏକ ନୂଆ କମିଶନ ଗଠନ କରିବାକୁ ନିଷ୍ପତ୍ତି ନେଇଛନ୍ତି । ଶୁକ୍ରବାର ମୁଖ୍ୟମନ୍ତ୍ରୀ ମୋହନ ଚରଣ ମାଝୀଙ୍କ ଅଧ୍ୟକ୍ଷତାରେ ଅନୁଷ୍ଠିତ କ୍ୟାବିନେଟ ବୈଠକରେ ଏହି ନିଷ୍ପତ୍ତି ଗୃହୀତ ହୋଇଛି । ବୈଠକରେ ମୋଟ ୧୨ଟି ପ୍ରସ୍ତାବ ଅନୁମୋଦନ ପାଇଛି । ଲଘୁ ଖଣି ଆବଣ୍ଟନ ଏବେ ଇ-ଲଟେରୀ ମାଧ୍ୟମରେ ହେବ ବୋଲି ସ୍ଥିର କରାଯାଇଛି । ଏହାଦ୍ୱାରା ଦୁର୍ନୀତି ହ୍ରାସ ପାଇବ ଏବଂ ରାଜସ୍ୱ ବୃଦ୍ଧି ପାଇବ ବୋଲି ସରକାର ଆଶା କରୁଛନ୍ତି । ୨୦୨୫-୨୬ ଆର୍ଥିକ ବର୍ଷ ପାଇଁ ବିଭିନ୍ନ ବିଭାଗର ବଜେଟ ସଂଶୋଧନ ପ୍ରସ୍ତାବ ମଧ୍ୟ ଗ୍ରହଣ କରାଯାଇଛି । ଶିକ୍ଷା, ସ୍ୱାସ୍ଥ୍ୟ ଓ ଗ୍ରାମ୍ୟ ଉନ୍ନୟନ କ୍ଷେତ୍ରରେ ଅଧିକ ଅର୍ଥ ବ୍ୟୟ କରାଯିବ । ନୂତନ କମିଶନ ପୁଲିସ କନଷ୍ଟେବଳ, ସବ-ଇନ୍ସପେକ୍ଟର ଏବଂ ଅନ୍ୟାନ୍ୟ ପଦବୀ ପାଇଁ ପରୀକ୍ଷା ପରିଚାଳନା କରିବ । ଏହା ଫଳରେ ନିଯୁକ୍ତି ପ୍ରକ୍ରିୟା ଶୀଘ୍ର ସମାପ୍ତ ହେବ ବୋଲି ଆଶା କରାଯାଉଛି । ■ ପୃଷ୍ଠା–୨ xyxy=(256,306,824,519)
story-terror-headline-line2: 'ସୋନା ଉଡ଼ାଇ ଦେଖିବ' xyxy=(940,330,1117,353)
story-ied-headline-line2: ଓଜନର ଆଇଇଡି ଜବ୍ଦ xyxy=(1240,712,1386,733)
story-crusher-caption-1: ତାଲଚେର : ତାଲଚେର ଅଞ୍ଚଳରେ କ୍ରସର ଧୂଳି ଓ ଧୂଆଁ ଯୋଗୁଁ ପରିବେଶ ବିଷମୟ ହୋଇପଡ଼ିଛି । ସ୍ଥାନୀୟ ଲୋକେ ଅସୁବିଧାର ସମ୍ମୁଖୀନ ହେଉଛନ୍ତି । xyxy=(574,1907,894,1940)
story-cabinet-para-4: ନୂତନ କମିଶନ ପୁଲିସ କନଷ୍ଟେବଳ, ସବ-ଇନ୍ସପେକ୍ଟର ଏବଂ ଅନ୍ୟାନ୍ୟ ପଦବୀ ପାଇଁ ପରୀକ୍ଷା ପରିଚାଳନା କରିବ । ଏହା ଫଳରେ ନିଯୁକ୍ତି ପ୍ରକ୍ରିୟା ଶୀଘ୍ର ସମାପ୍ତ ହେବ ବୋଲି ଆଶା କରାଯାଉଛି । xyxy=(689,385,824,467)
mail-icon xyxy=(1353,147,1364,157)
story-thermometer[interactable]: ଲୁଣ ଭାବି ଖାଇଦେଲା ଥର୍ମୋମିଟର, ୩ୀ ଶିଶୁ ଗୁରୁତର ଭୁବନେଶ୍ୱର: ଲୁଣ ଭାବି ଥର୍ମୋମିଟରର ପାରଦ ଖାଇଦେବା ପରେ ତିନି ଶିଶୁ ଗୁରୁତର ଅବସ୍ଥାରେ ଡାକ୍ତରଖାନାରେ ଭର୍ତ୍ତି ହୋଇଛନ୍ତି । ଘଟଣା ଶୁକ୍ରବାର ସକାଳେ ଘଟିଛି । ପରିବାର ଲୋକେ ଜାଣିପାରି ସଙ୍ଗେ ସଙ୍ଗେ ଶିଶୁମାନଙ୍କୁ ସ୍ଥାନୀୟ ଡାକ୍ତରଖାନାକୁ ନେଇଥିଲେ । ଡାକ୍ତରଙ୍କ କହିବା ଅନୁଯାୟୀ ଶିଶୁମାନଙ୍କ ଅବସ୍ଥା ଏବେ ସ୍ଥିର ଅଛି ମାତ୍ର ପର୍ଯ୍ୟବେକ୍ଷଣରେ ରଖାଯାଇଛି । ପାରଦ ବିଷାକ୍ତ ହୋଇଥିବାରୁ ଶିଶୁମାନଙ୍କ ସ୍ୱାସ୍ଥ୍ୟ ଉପରେ ନଜର ରଖାଯାଉଛି ବୋଲି କୁହାଯାଇଛି । ■ ପୃଷ୍ଠା–୨ xyxy=(1233,306,1535,479)
masthead-center xyxy=(155,13,1294,180)
story-crusher-subhead: ବଢ଼ୁଛି କିଡ଼ନୀ ଓ ଶ୍ୱାସ ରୋଗୀଙ୍କ ସଂଖ୍ୟା xyxy=(820,1590,1290,1623)
story-tb-para-1: ନୂଆଦିଲ୍ଲୀ : ଯକ୍ଷ୍ମା ନିର୍ମୂଳ କରିବା ପାଇଁ କେନ୍ଦ୍ର ସରକାର ୨୦୨୫ ସୁଦ୍ଧା ଲକ୍ଷ୍ୟ ରଖିଥିଲେ । ମାତ୍ର ପରିସଂଖ୍ୟାନ କହୁଛି ଯେ ଦେଶରେ ଯକ୍ଷ୍ମା ମାମଲା ଦେଢ଼ ଗୁଣ ବୃଦ୍ଧି ପାଇଛି । xyxy=(656,795,873,836)
story-vigilance[interactable]: ଭିଜିଲାନ୍ସ ଜାଲରେ ପାଞ୍ଚ ସଚିବ ୪୦.୩୧ଲକ୍ଷ ଠକେଇ ଅଭିଯୋଗରେ ଗିରଫ ଭୁବନେଶ୍ୱର : ଭିଜିଲାନ୍ସ ଜାଲରେ ପାଞ୍ଚ ସଚିବ । ଢେଙ୍କାନାଳ ଜିଲ୍ଲାର କାମାଖ୍ୟା ପ୍ରାଥମିକ କୃଷି ସମବାୟ ସମିତି (ପ୍ୟାକ୍ସ) ର ସମ୍ପାଦକ ସୁରେଶ ଚନ୍ଦ୍ର ସାହୁ । ■ ପୃଷ୍ଠା–୨ xyxy=(16,306,238,679)
story-job-fair-subhead: ୨ ହଜାରରୁ ଅଧିକ ନିଯୁକ୍ତି ପାଇବେ ଯୁବକ ଯୁବତୀ xyxy=(1250,1209,1535,1233)
story-temple-photo xyxy=(16,1636,555,1905)
story-terror-message[interactable]: ପରିବାରକୁ ମିଳିଲା ଆତଙ୍କବାଦୀଙ୍କ 'ସୋନା ଉଡ଼ାଇ ଦେଖିବ' ସନ୍ଦେହରେ ଜଣେ ଟ୍ୟାକ୍ସି ଚାଳକ ନୂଆଦିଲ୍ଲୀ: ଗତ ୧୦ ତାରିଖରେ ଲାଲ କିଲା ନିକଟରେ ହୋଇଥିବା କାର ବିସ୍ଫୋରଣରେ ଆଉ ଏକ ଗୁରୁତ୍ୱପୂର୍ଣ୍ଣ ସୂଚନା ମିଳିଛି । ତଦନ୍ତକାରୀ ସଂସ୍ଥା ଜଣେ ଟ୍ୟାକ୍ସି ଚାଳକଙ୍କୁ ଚିହ୍ନଟ କରିଛନ୍ତି । ତାଙ୍କ ପରିବାରକୁ ପଠାଯାଇଥିବା ସନ୍ଦେଶରେ 'ସୋନା ଉଡ଼ାଇ ଦେଖିବ' ବୋଲି ଲେଖାଯାଇଥିବା ଦର୍ଶାଯାଇଛି । ଏହି ସୂଚନା ଆଧାରରେ ଦିଲ୍ଲୀ ପୁଲିସ ଓ ଏନଆଇଏ ମିଳିତ ଭାବେ ତଦନ୍ତ ଆରମ୍ଭ କରିଛନ୍ତି । ସନ୍ଦିଗ୍ଧ ବ୍ୟକ୍ତିଙ୍କ ମୋବାଇଲ କଲ ରେକର୍ଡ ଯାଞ୍ଚ କରାଯାଉଛି । ■ ପୃଷ୍ଠା–୨ xyxy=(842,306,1215,679)
story-transfers[interactable]: ରାଜ୍ୟରେ ୪୪୫ ଇନ୍ସପେକ୍ଟରଙ୍କ ବଦଳି ଭିଜିଲାନ୍ସ ଘଟାଙ୍କୁ ଥରାଜି ଅଫିସର କଟକ : ସ୍ୱରାଷ୍ଟ୍ର ବିଭାଗ ପକ୍ଷରୁ ଶୁକ୍ରବାର ରାଜ୍ୟର ମୋଟ ୪୪୫ ଜଣ ଇନ୍ସପେକ୍ଟରଙ୍କ ବଦଳି ଆଦେଶ ଜାରି କରାଯାଇଛି । ଏହି ତାଲିକାରେ ଭିଜିଲାନ୍ସ, ଅପରାଧ ଶାଖା ଏବଂ ଜିଲ୍ଲା ପୁଲିସର ଅଧିକାରୀମାନେ ସାମିଲ ଅଛନ୍ତି । ଦୀର୍ଘ ଦିନ ଧରି ଗୋଟିଏ ସ୍ଥାନରେ ଥିବା ଅଧିକାରୀଙ୍କୁ ଅନ୍ୟତ୍ର ପଠାଯାଇଛି । ନୂତନ ପଦବୀରେ ଯୋଗ ଦେବା ପାଇଁ ସେମାନଙ୍କୁ ଏକ ସପ୍ତାହ ସମୟ ଦିଆଯାଇଛି । ଏହି ବଦଳି ପ୍ରକ୍ରିୟା ସ୍ୱଚ୍ଛତା ରକ୍ଷା ଦିଗରେ ଏକ ଗୁରୁତ୍ୱପୂର୍ଣ୍ଣ ପଦକ୍ଷେପ ବୋଲି କୁହାଯାଇଛି । ଏହା ପୂର୍ବରୁ ମଧ୍ୟ ବହୁ ସଂଖ୍ୟକ ଅଧିକାରୀଙ୍କ ବଦଳି କରାଯାଇଥିଲା । ବଦଳି ହୋଇଥିବା ଅଧିକାରୀମାନେ ନିର୍ଦ୍ଦିଷ୍ଟ ସମୟ ମଧ୍ୟରେ ନୂଆ ଦାୟିତ୍ୱ ଗ୍ରହଣ କରିବେ ବୋଲି ଆଦେଶରେ ଉଲ୍ଲେଖ ଅଛି । ■ ପୃଷ୍ଠା–୨ xyxy=(16,691,241,1025)
date-odia: ୨୨ ନଭେମ୍ବର, ୨୦୨୫ । ଶନିବାର । ତାଲଚେର xyxy=(979,253,1226,269)
story-vigilance-caption: ଭୁବନେଶ୍ୱର : ଭିଜିଲାନ୍ସ ଜାଲରେ ପାଞ୍ଚ ସଚିବ । ଢେଙ୍କାନାଳ ଜିଲ୍ଲାର କାମାଖ୍ୟା ପ୍ରାଥମିକ କୃଷି ସମବାୟ ସମିତି (ପ୍ୟାକ୍ସ) ର ସମ୍ପାଦକ ସୁରେଶ ଚନ୍ଦ୍ର ସାହୁ । xyxy=(16,628,238,666)
issue-date xyxy=(960,225,1535,298)
story-thermometer-para: ଭୁବନେଶ୍ୱର: ଲୁଣ ଭାବି ଥର୍ମୋମିଟରର ପାରଦ ଖାଇଦେବା ପରେ ତିନି ଶିଶୁ ଗୁରୁତର ଅବସ୍ଥାରେ ଡାକ୍ତରଖାନାରେ ଭର୍ତ୍ତି ହୋଇଛନ୍ତି । ଘଟଣା ଶୁକ୍ରବାର ସକାଳେ ଘଟିଛି । ପରିବାର ଲୋକେ ଜାଣିପାରି ସଙ୍ଗେ ସଙ୍ଗେ ଶିଶୁମାନଙ୍କୁ ସ୍ଥାନୀୟ ଡାକ୍ତରଖାନାକୁ ନେଇଥିଲେ । ଡାକ୍ତରଙ୍କ କହିବା ଅନୁଯାୟୀ ଶିଶୁମାନଙ୍କ ଅବସ୍ଥା ଏବେ ସ୍ଥିର ଅଛି ମାତ୍ର ପର୍ଯ୍ୟବେକ୍ଷଣରେ ରଖାଯାଇଛି । ପାରଦ ବିଷାକ୍ତ ହୋଇଥିବାରୁ ଶିଶୁମାନଙ୍କ ସ୍ୱାସ୍ଥ୍ୟ ଉପରେ ନଜର ରଖାଯାଉଛି ବୋଲି କୁହାଯାଇଛି । xyxy=(1233,366,1535,464)
